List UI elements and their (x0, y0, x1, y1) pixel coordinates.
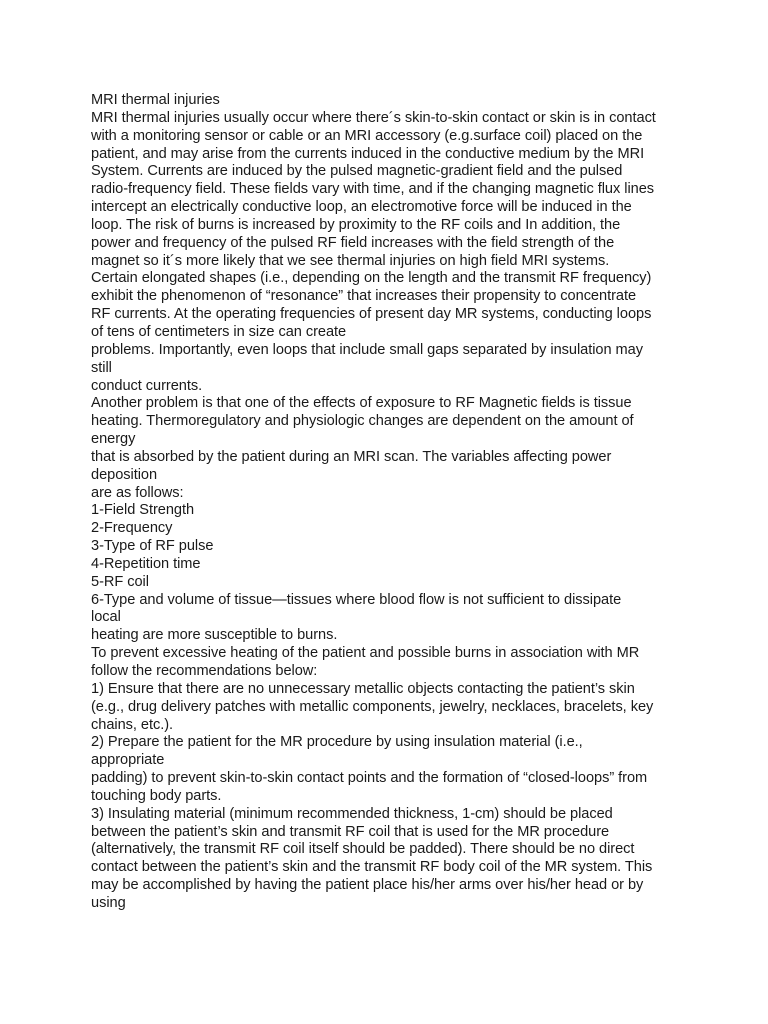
text-line: using (91, 894, 126, 911)
list-item: 1-Field Strength (91, 502, 195, 519)
text-line: between the patient’s skin and transmit RF coil that is used for the MR procedure (91, 823, 610, 840)
text-line: padding) to prevent skin-to-skin contact points and the formation of “closed-loops” from (91, 770, 648, 787)
text-line: patient, and may arise from the currents induced in the conductive medium by the MRI (91, 145, 645, 162)
text-line: RF currents. At the operating frequencies of present day MR systems, conducting loops (91, 306, 652, 323)
text-line: chains, etc.). (91, 716, 174, 733)
text-line: still (91, 359, 112, 376)
text-line: touching body parts. (91, 787, 222, 804)
text-line: To prevent excessive heating of the patient and possible burns in association with MR (91, 645, 640, 662)
text-line: of tens of centimeters in size can create (91, 323, 347, 340)
list-item: 6-Type and volume of tissue—tissues where blood flow is not sufficient to dissipate (91, 591, 622, 608)
list-item: 3-Type of RF pulse (91, 538, 214, 555)
text-line: intercept an electrically conductive loop, an electromotive force will be induced in the (91, 199, 632, 216)
document-page (91, 92, 691, 913)
text-line: contact between the patient’s skin and the transmit RF body coil of the MR system. This (91, 859, 653, 876)
text-line: with a monitoring sensor or cable or an MRI accessory (e.g.surface coil) placed on the (91, 127, 643, 144)
text-line: may be accomplished by having the patient place his/her arms over his/her head or by (91, 877, 644, 894)
text-line: deposition (91, 466, 158, 483)
text-line: that is absorbed by the patient during an MRI scan. The variables affecting power (91, 448, 612, 465)
text-line: energy (91, 431, 136, 448)
text-line: power and frequency of the pulsed RF field increases with the field strength of the (91, 234, 615, 251)
text-line: heating. Thermoregulatory and physiologic changes are dependent on the amount of (91, 413, 634, 430)
list-item: 5-RF coil (91, 573, 149, 590)
list-item: 1) Ensure that there are no unnecessary metallic objects contacting the patient’s skin (91, 680, 635, 697)
text-line: loop. The risk of burns is increased by proximity to the RF coils and In addition, the (91, 216, 621, 233)
document-title: MRI thermal injuries (91, 92, 220, 108)
text-line: are as follows: (91, 484, 184, 501)
text-line: magnet so it´s more likely that we see thermal injuries on high field MRI systems. (91, 252, 610, 269)
list-item: 3) Insulating material (minimum recommended thickness, 1-cm) should be placed (91, 805, 613, 822)
text-line: System. Currents are induced by the pulsed magnetic-gradient field and the pulsed (91, 163, 623, 180)
text-line: appropriate (91, 752, 165, 769)
text-line: (e.g., drug delivery patches with metallic components, jewelry, necklaces, bracelets, key (91, 698, 654, 715)
text-line: follow the recommendations below: (91, 663, 318, 679)
text-line: problems. Importantly, even loops that include small gaps separated by insulation may (91, 341, 643, 358)
text-line: MRI thermal injuries usually occur where there´s skin-to-skin contact or skin is in contact (91, 109, 656, 126)
list-item: 2) Prepare the patient for the MR procedure by using insulation material (i.e., (91, 734, 583, 751)
text-line: Another problem is that one of the effects of exposure to RF Magnetic fields is tissue (91, 395, 632, 412)
text-line: radio-frequency field. These fields vary with time, and if the changing magnetic flux lines (91, 181, 655, 198)
list-item: 2-Frequency (91, 520, 173, 537)
list-item: 4-Repetition time (91, 555, 201, 572)
text-line: Certain elongated shapes (i.e., depending on the length and the transmit RF frequency) (91, 270, 652, 287)
text-line: heating are more susceptible to burns. (91, 627, 338, 644)
text-line: conduct currents. (91, 377, 203, 394)
text-line: (alternatively, the transmit RF coil itself should be padded). There should be no direct (91, 841, 635, 858)
text-line: exhibit the phenomenon of “resonance” that increases their propensity to concentrate (91, 288, 637, 305)
text-line: local (91, 609, 121, 626)
